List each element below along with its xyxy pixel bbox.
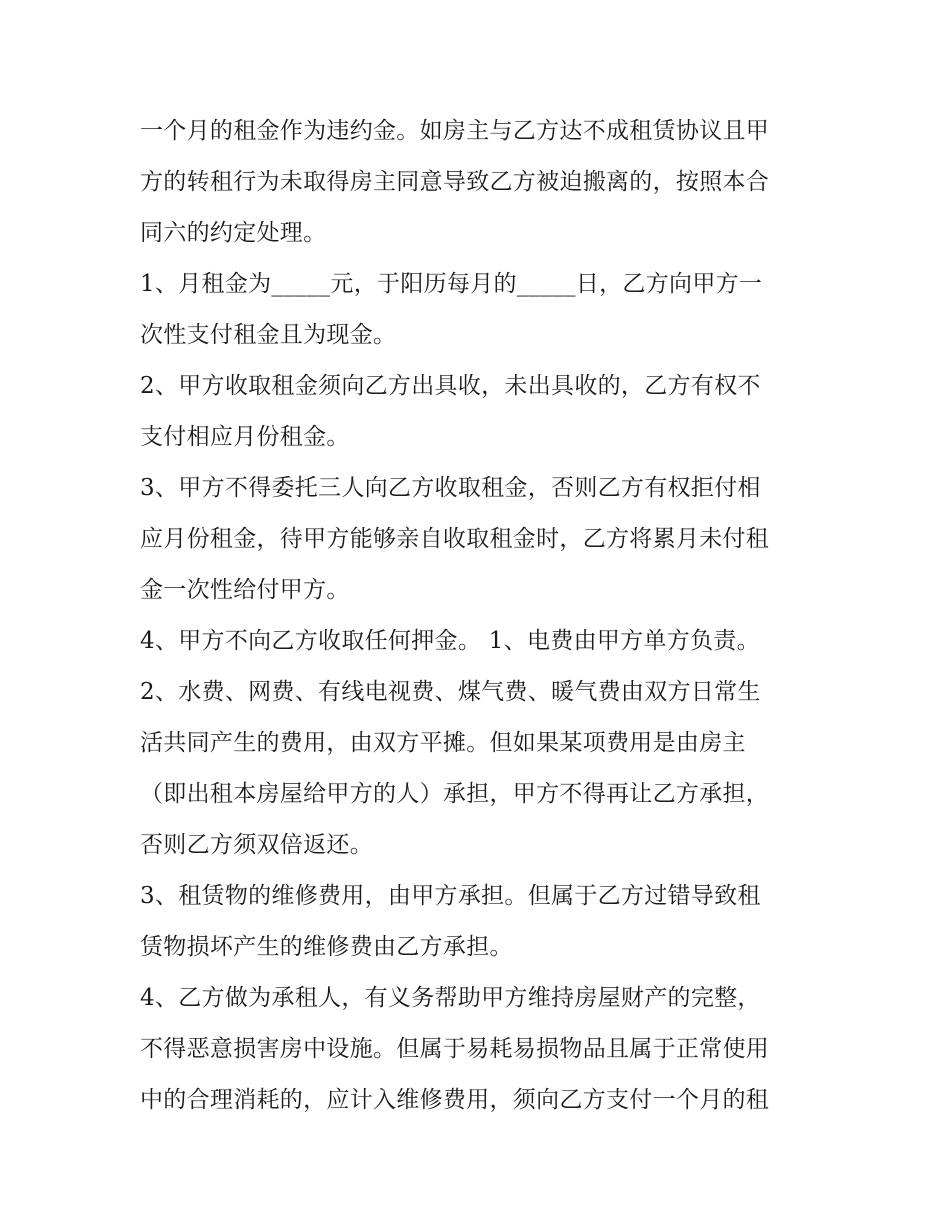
text-line: 否则乙方须双倍返还。 xyxy=(140,832,373,858)
text-line: 活共同产生的费用，由双方平摊。但如果某项费用是由房主 xyxy=(140,730,746,756)
text-line: 4、乙方做为承租人，有义务帮助甲方维持房屋财产的完整， xyxy=(140,985,761,1011)
text-line: 3、租赁物的维修费用，由甲方承担。但属于乙方过错导致租 xyxy=(140,883,761,909)
text-line: 一个月的租金作为违约金。如房主与乙方达不成租赁协议且甲 xyxy=(140,118,770,144)
text-line: 赁物损坏产生的维修费由乙方承担。 xyxy=(140,934,513,960)
text-line: 中的合理消耗的，应计入维修费用，须向乙方支付一个月的租 xyxy=(140,1087,770,1113)
document-body xyxy=(140,106,820,1126)
text-line: 1、月租金为_____元，于阳历每月的_____日，乙方向甲方一 xyxy=(140,271,763,297)
text-line: 2、甲方收取租金须向乙方出具收，未出具收的，乙方有权不 xyxy=(140,373,761,399)
text-line: 3、甲方不得委托三人向乙方收取租金，否则乙方有权拒付相 xyxy=(140,475,761,501)
text-line: 不得恶意损害房中设施。但属于易耗易损物品且属于正常使用 xyxy=(140,1036,770,1062)
text-line: 4、甲方不向乙方收取任何押金。 1、电费由甲方单方负责。 xyxy=(140,628,760,654)
text-line: 应月份租金，待甲方能够亲自收取租金时，乙方将累月未付租 xyxy=(140,526,770,552)
text-line: 支付相应月份租金。 xyxy=(140,424,350,450)
text-line: 次性支付租金且为现金。 xyxy=(140,322,397,348)
text-line: 金一次性给付甲方。 xyxy=(140,577,350,603)
text-line: 方的转租行为未取得房主同意导致乙方被迫搬离的，按照本合 xyxy=(140,169,770,195)
text-line: 2、水费、网费、有线电视费、煤气费、暖气费由双方日常生 xyxy=(140,679,761,705)
text-line: （即出租本房屋给甲方的人）承担，甲方不得再让乙方承担， xyxy=(140,781,770,807)
text-line: 同六的约定处理。 xyxy=(140,220,327,246)
